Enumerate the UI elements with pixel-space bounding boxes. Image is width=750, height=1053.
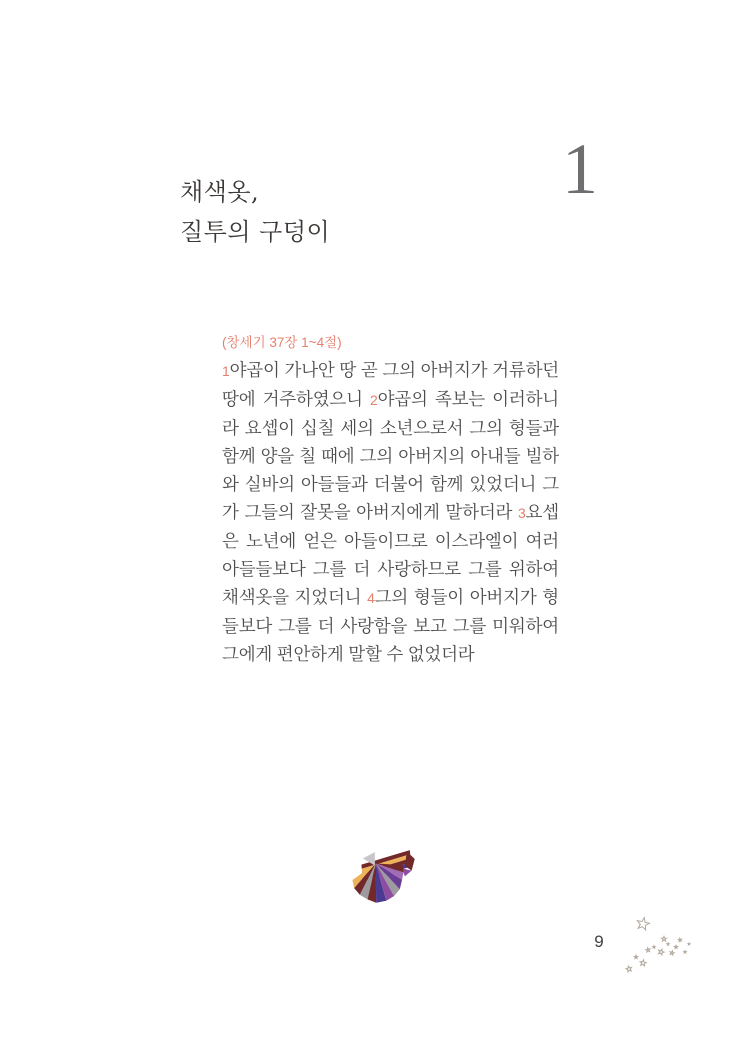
verse-number-1: 1: [222, 363, 230, 379]
verse-number-3: 3: [517, 505, 526, 521]
verse-text-4: 그의 형들이 아버지가 형들보다 그를 더 사랑함을 보고 그를 미워하여 그에게 편안하게 말할 수 없었더라: [222, 587, 559, 664]
star-icon: [626, 965, 633, 972]
star-icon: [657, 948, 664, 955]
star-icon: [653, 946, 655, 948]
verse-text-3: 요셉은 노년에 얻은 아들이므로 이스라엘이 여러 아들들보다 그를 더 사랑하므로 그를 위하여 채색옷을 지었더니: [222, 502, 559, 607]
bible-passage: [222, 356, 559, 668]
star-icon: [634, 955, 637, 958]
chapter-number: 1: [562, 129, 598, 209]
star-icon: [636, 916, 651, 930]
star-icon: [667, 943, 669, 945]
star-icon: [688, 943, 690, 945]
verse-number-4: 4: [367, 590, 375, 606]
chapter-title-line-1: 채색옷,: [180, 178, 260, 206]
verse-number-2: 2: [370, 392, 378, 408]
scripture-reference: (창세기 37장 1~4절): [222, 335, 342, 350]
star-icon: [662, 936, 667, 941]
star-icon: [646, 947, 651, 952]
star-icon: [678, 938, 682, 941]
verse-text-1: 야곱이 가나안 땅 곧 그의 아버지가 거류하던 땅에 거주하였으니: [222, 360, 559, 409]
star-icon: [674, 945, 677, 948]
chapter-title-line-2: 질투의 구덩이: [180, 218, 331, 246]
verse-text-2: 야곱의 족보는 이러하니라 요셉이 십칠 세의 소년으로서 그의 형들과 함께 양을 칠 때에 그의 아버지의 아내들 빌하와 실바의 아들들과 더불어 함께 있었더니 그가 그들의 잘못을 아버지에게 말하더라: [222, 389, 559, 522]
star-icon: [670, 950, 675, 955]
page-number: 9: [594, 932, 604, 951]
chapter-title: [180, 172, 330, 252]
star-icon: [684, 951, 686, 953]
striped-coat-illustration: [352, 844, 418, 904]
stars-decoration: [614, 894, 714, 978]
star-icon: [640, 959, 647, 966]
